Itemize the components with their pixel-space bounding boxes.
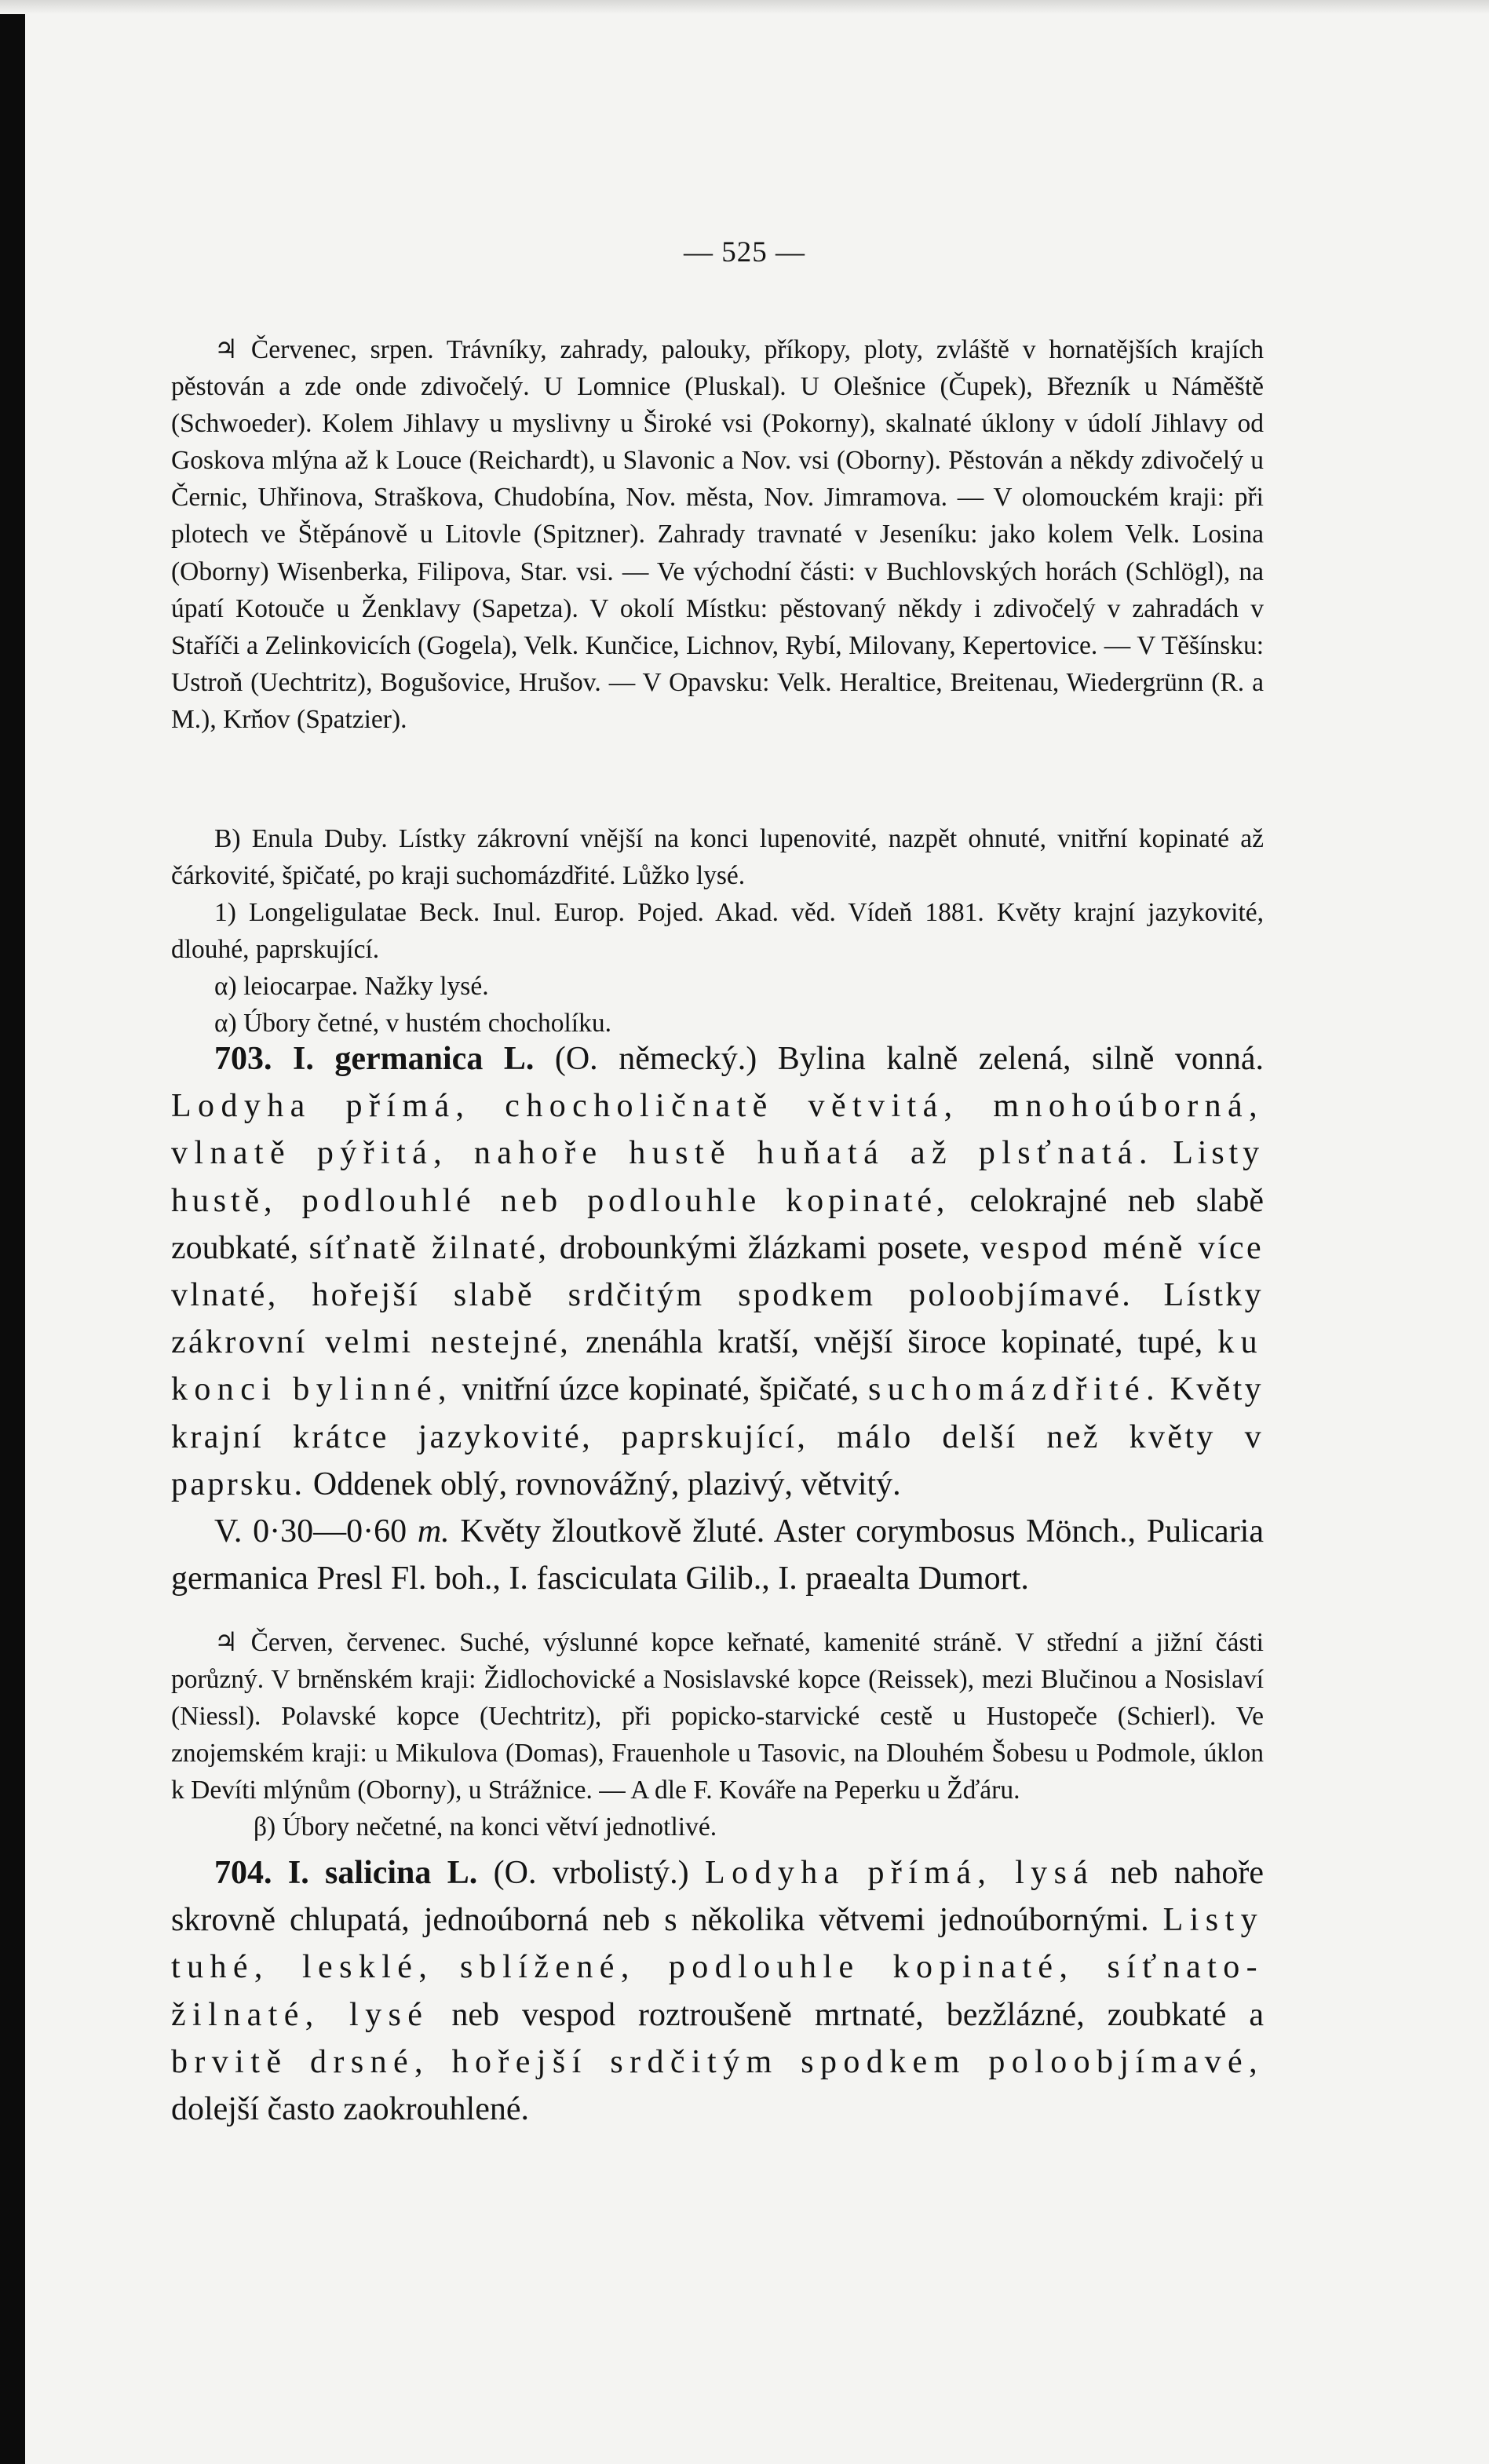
species-704-desc-7: brvitě drsné, hořejší srdčitým spodkem poloobjímavé, <box>171 2043 1264 2080</box>
species-703-desc-11: vnitřní úzce kopinaté, špičaté, <box>462 1371 859 1408</box>
species-703-distribution <box>171 1624 1264 1846</box>
species-703-desc-14: Oddenek oblý, rovnovážný, plazivý, větvitý. <box>312 1466 901 1502</box>
species-704-desc-1: (O. vrbolistý.) <box>493 1855 689 1891</box>
distribution-text: ♃ Červenec, srpen. Trávníky, zahrady, palouky, příkopy, ploty, zvláště v hornatějších krajích pěstován a zde onde zdivočelý. U Lomnice (Pluskal). U Olešnice (Čupek), Březník u Náměště (Schwoeder). Kolem Jihlavy u myslivny u Široké vsi (Pokorny), skalnaté úklony v údolí Jihlavy od Goskova mlýna až k Louce (Reichardt), u Slavonic a Nov. vsi (Oborny). Pěstován a někdy zdivočelý u Černic, Uhřinova, Straškova, Chudobína, Nov. města, Nov. Jimramova. — V olomouckém kraji: při plotech ve Štěpánově u Litovle (Spitzner). Zahrady travnaté v Jeseníku: jako kolem Velk. Losina (Oborny) Wisenberka, Filipova, Star. vsi. — Ve východní části: v Buchlovských horách (Schlögl), na úpatí Kotouče u Ženklavy (Sapetza). V okolí Místku: pěstovaný někdy i zdivočelý v zahradách v Staříči a Zelinkovicích (Gogela), Velk. Kunčice, Lichnov, Rybí, Milovany, Kepertovice. — V Těšínsku: Ustroň (Uechtritz), Bogušovice, Hrušov. — V Opavsku: Velk. Heraltice, Breitenau, Wiedergrünn (R. a M.), Krňov (Spatzier). <box>171 335 1264 734</box>
species-703-size-synonyms <box>171 1508 1264 1602</box>
species-703-description <box>171 1035 1264 1508</box>
species-703-desc-2: Lodyha přímá, chocholičnatě větvitá, mnohoúborná, vlnatě pýřitá, nahoře hustě huňatá až plsťnatá. <box>171 1088 1264 1172</box>
species-703-name: I. germanica L. <box>293 1041 535 1077</box>
alpha-leiocarpae: α) leiocarpae. Nažky lysé. <box>214 972 489 1002</box>
species-703-synonyms: Květy žloutkově žluté. Aster corymbosus Mönch., Pulicaria germanica Presl Fl. boh., I. fasciculata Gilib., I. praealta Dumort. <box>171 1513 1264 1597</box>
species-704-name: I. salicina L. <box>287 1855 478 1891</box>
species-703-desc-8: Lístky zákrovní velmi nestejné, <box>171 1277 1264 1361</box>
species-704-number: 704. <box>214 1855 272 1891</box>
species-703-desc-12: suchomázdřité. <box>867 1371 1161 1408</box>
section-b <box>171 820 1264 1042</box>
scan-left-edge <box>0 0 25 2464</box>
species-703-number: 703. <box>214 1041 272 1077</box>
species-704-desc-3: neb nahoře skrovně chlupatá, jednoúborná neb s několika větvemi jednoúbornými. <box>171 1855 1264 1939</box>
species-703-desc-13: Květy krajní krátce jazykovité, paprskující, málo delší než květy v paprsku. <box>171 1371 1265 1502</box>
species-703-desc-3: Listy hustě, podlouhlé neb podlouhle kopinaté, <box>171 1135 1264 1219</box>
species-703-desc-10: ku konci bylinné, <box>171 1324 1264 1408</box>
alpha-ubory: α) Úbory četné, v hustém chocholíku. <box>214 1009 611 1039</box>
page-number: — 525 — <box>684 236 805 268</box>
species-704 <box>171 1849 1264 2133</box>
scan-top-edge <box>0 0 1489 14</box>
species-704-desc-8: dolejší často zaokrouhlené. <box>171 2091 530 2128</box>
species-704-desc-4: Listy tuhé, lesklé, <box>171 1902 1264 1986</box>
species-704-desc-6: neb vespod roztroušeně mrtnaté, bezžlázné, zoubkaté a <box>451 1996 1264 2033</box>
species-704-desc-5: sblížené, podlouhle kopinaté, síťnato-žilnaté, lysé <box>171 1949 1265 2033</box>
species-704-description <box>171 1849 1264 2133</box>
species-703 <box>171 1035 1264 1602</box>
species-703-distribution-text: ♃ Červen, červenec. Suché, výslunné kopce keřnaté, kamenité stráně. V střední a jižní části porůzný. V brněnském kraji: Židlochovické a Nosislavské kopce (Reissek), mezi Blučinou a Nosislaví (Niessl). Polavské kopce (Uechtritz), při popicko-starvické cestě u Hustopeče (Schierl). Ve znojemském kraji: u Mikulova (Domas), Frauenhole u Tasovic, na Dlouhém Šobesu u Podmole, úklon k Devíti mlýnům (Oborny), u Strážnice. — A dle F. Kováře na Peperku u Žďáru. <box>171 1628 1264 1805</box>
section-1-text: 1) Longeligulatae Beck. Inul. Europ. Pojed. Akad. věd. Vídeň 1881. Květy krajní jazykovité, dlouhé, paprskující. <box>171 898 1264 965</box>
species-703-desc-4: celokrajné neb slabě zoubkaté, <box>171 1182 1264 1266</box>
species-704-desc-2: Lodyha přímá, lysá <box>705 1855 1095 1891</box>
species-703-desc-1: (O. německý.) Bylina kalně zelená, silně vonná. <box>554 1041 1264 1077</box>
species-703-size: V. 0·30—0·60 <box>214 1513 407 1550</box>
species-703-desc-7: vespod méně více vlnaté, hořejší slabě srdčitým spodkem poloobjímavé. <box>171 1229 1265 1314</box>
species-703-beta: β) Úbory nečetné, na konci větví jednotlivé. <box>254 1812 717 1842</box>
species-703-desc-5: síťnatě žilnaté, <box>308 1229 549 1266</box>
species-703-unit: m. <box>417 1513 450 1550</box>
section-b-text: B) Enula Duby. Lístky zákrovní vnější na konci lupenovité, nazpět ohnuté, vnitřní kopinaté až čárkovité, špičaté, po kraji suchomázdřité. Lůžko lysé. <box>171 824 1264 891</box>
species-703-desc-9: znenáhla kratší, vnější široce kopinaté, tupé, <box>586 1324 1203 1361</box>
species-703-desc-6: drobounkými žlázkami posete, <box>559 1229 970 1266</box>
distribution-paragraph <box>171 331 1264 738</box>
